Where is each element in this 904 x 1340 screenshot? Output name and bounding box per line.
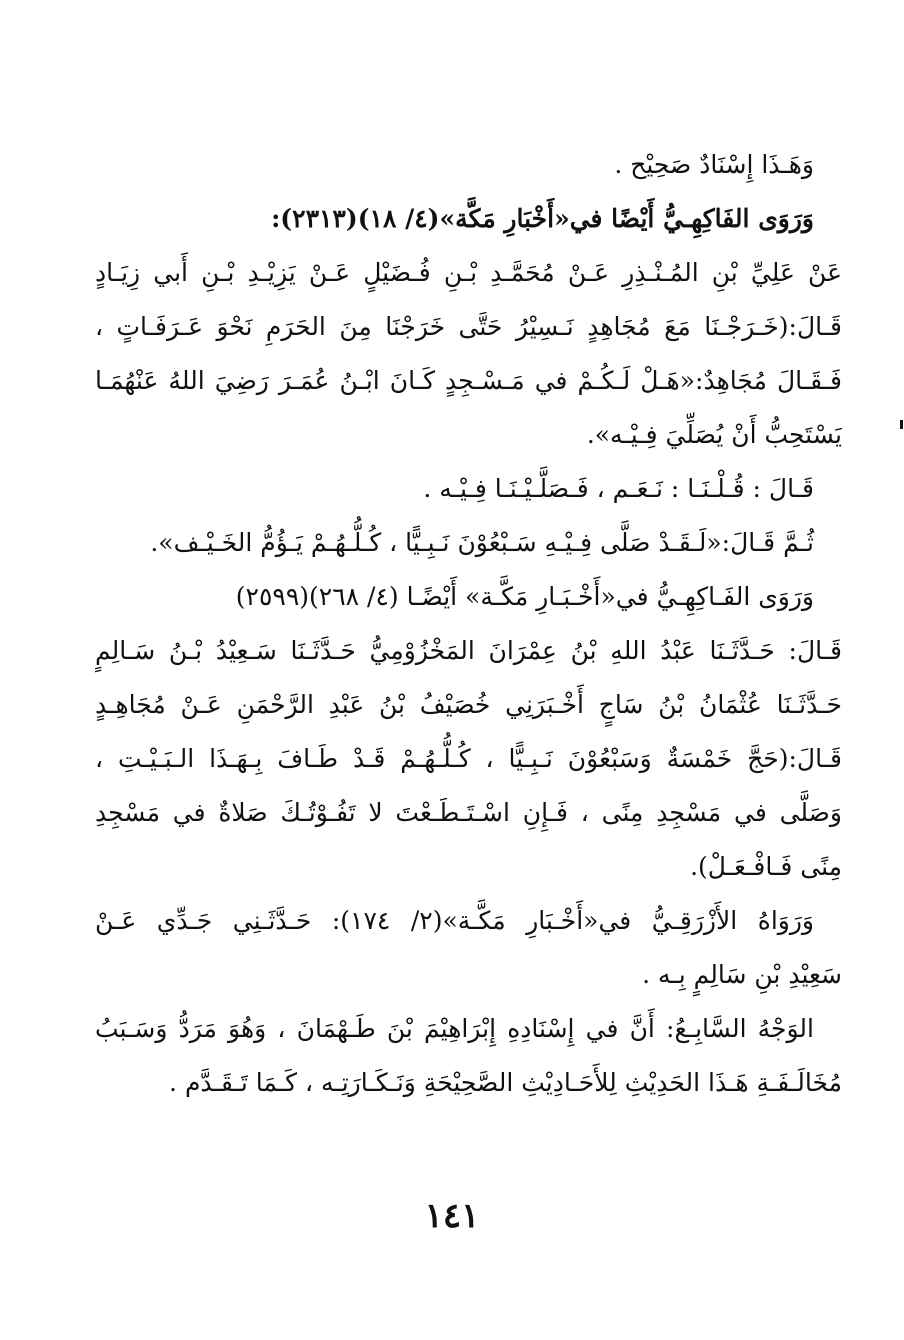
text-line: قَـالَ: حَـدَّثَـنَا عَبْدُ اللهِ بْنُ عِمْرَانَ المَخْزُوْمِيُّ حَـدَّثَـنَا سَـعِيْدُ بْـنُ سَـالِمٍ [95, 636, 842, 665]
text-line: سَعِيْدِ بْنِ سَالِمٍ بِـه . [642, 960, 842, 989]
text-line: قَـالَ:(حَجَّ خَمْسَةٌ وَسَبْعُوْنَ نَـبِـيًّا ، كُـلُّـهُـمْ قَـدْ طَـافَ بِـهَـذَا الـبَـيْـتِ ، [95, 744, 842, 773]
text-line: قَـالَ:(خَـرَجْـنَا مَعَ مُجَاهِدٍ نَـسِيْرُ حَتَّى خَرَجْنَا مِنَ الحَرَمِ نَحْوَ عَـرَفَـاتٍ ، [95, 312, 842, 341]
text-line: قَـالَ : قُـلْـنَـا : نَـعَـم ، فَـصَلَّـيْـنَـا فِـيْـه . [423, 474, 814, 503]
text-line: الوَجْهُ السَّابِـعُ: أَنَّ في إِسْنَادِهِ إِبْرَاهِيْمَ بْنَ طَـهْمَانَ ، وَهُوَ مَرَدُّ وَسَـبَبُ [95, 1014, 814, 1043]
text-line: فَـقَـالَ مُجَاهِدٌ:«هَـلْ لَـكُـمْ في مَـسْـجِدٍ كَـانَ ابْـنُ عُمَـرَ رَضِيَ اللهُ عَنْهُمَـا [95, 366, 842, 395]
text-line: وَرَوَى الفَـاكِهِـيُّ في«أَخْـبَـارِ مَكَّـة» أَيْضًـا (٤/ ٢٦٨)(٢٥٩٩) [235, 582, 814, 611]
text-line: وَصَلَّى في مَسْجِدِ مِنًى ، فَـإِنِ اسْـتَـطَـعْتَ لا تَفُـوْتُـكَ صَلاةٌ في مَسْجِدِ [95, 798, 842, 827]
text-line: حَـدَّثَـنَا عُثْمَانُ بْنُ سَاجٍ أَخْـبَرَنِي خُصَيْفُ بْنُ عَبْدِ الرَّحْمَنِ عَـنْ مُجَاهِـدٍ [95, 690, 842, 719]
margin-mark [900, 420, 903, 429]
text-line: وَرَوَى الفَاكِهِـيُّ أَيْضًا في«أَخْبَارِ مَكَّة»(٤/ ١٨)(٢٣١٣): [271, 204, 814, 233]
text-line: يَسْتَحِبُّ أَنْ يُصَلِّيَ فِـيْـه». [586, 420, 842, 449]
text-line: مِنًى فَـافْـعَـلْ). [690, 852, 842, 881]
text-line: مُخَالَـفَـةِ هَـذَا الحَدِيْثِ لِلأَحَـادِيْثِ الصَّحِيْحَةِ وَنَـكَـارَتِـه ، كَـمَا تَـقَـدَّم . [169, 1068, 842, 1097]
body-text [95, 138, 842, 1110]
text-line: وَرَوَاهُ الأَزْرَقِـيُّ في«أَخْـبَارِ مَكَّـة»(٢/ ١٧٤): حَـدَّثَـنِي جَـدِّي عَـنْ [95, 906, 814, 935]
page-number: ١٤١ [424, 1196, 480, 1236]
text-line: عَنْ عَلِيِّ بْنِ المُـنْـذِرِ عَـنْ مُحَمَّـدِ بْـنِ فُـضَيْلٍ عَـنْ يَزِيْـدِ بْـنِ أَبي زِيَـادٍ [95, 258, 842, 287]
text-line: وَهَـذَا إِسْنَادٌ صَحِيْح . [614, 150, 814, 179]
text-line: ثُـمَّ قَـالَ:«لَـقَـدْ صَلَّى فِـيْـهِ سَـبْعُوْنَ نَـبِـيًّا ، كُـلُّـهُـمْ يَـؤُمُّ الخَـيْـف». [150, 528, 814, 557]
